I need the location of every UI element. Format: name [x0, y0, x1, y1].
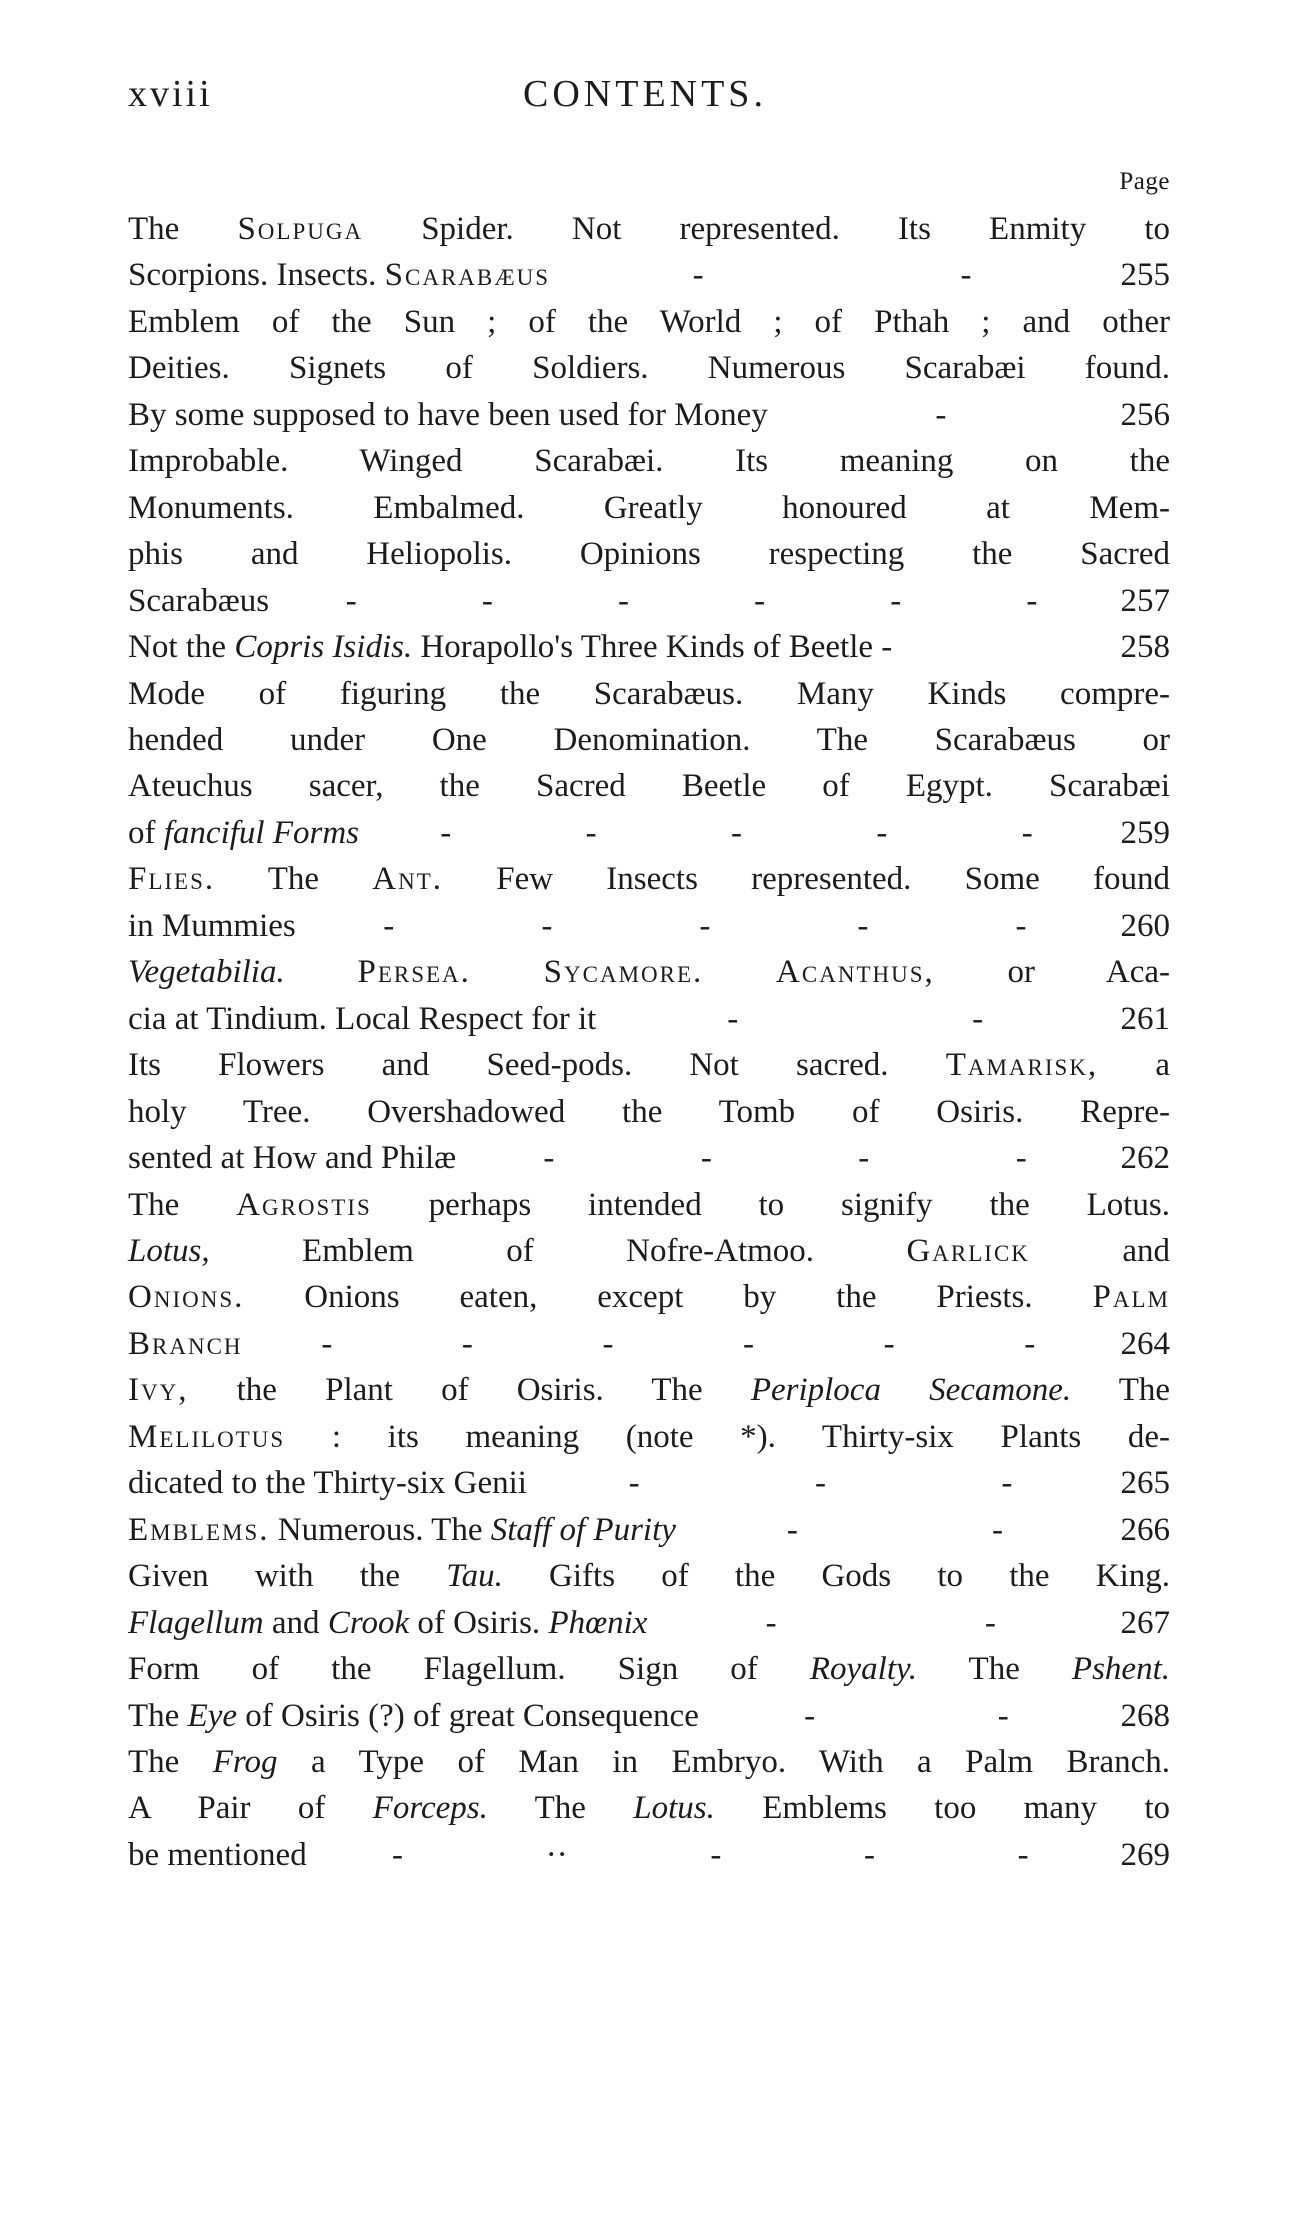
leader-dash: - [392, 1836, 404, 1873]
text: of Osiris. [409, 1604, 549, 1641]
folio-number: xviii [128, 73, 213, 115]
text: A Pair of [128, 1790, 373, 1827]
entry-agrostis [128, 1182, 1170, 1368]
leader-dash: - [857, 907, 869, 944]
text: cia at Tindium. Local Respect for it [128, 1000, 597, 1037]
leader-dash: - [700, 1140, 712, 1177]
page-number: 266 [1120, 1511, 1170, 1548]
text: The [128, 211, 180, 247]
text-smallcaps: Ivy, [128, 1372, 189, 1409]
text: of Osiris (?) of great Consequence [237, 1697, 699, 1734]
text: perhaps intended to signify the Lotus. [371, 1186, 1171, 1223]
text: Form of the Flagellum. Sign of [128, 1651, 810, 1688]
page-number: 267 [1120, 1604, 1170, 1641]
line [128, 903, 1170, 949]
text: The [128, 1186, 237, 1223]
leader-dash: ·· [545, 1836, 568, 1873]
leader-dash: - [730, 814, 742, 851]
leader-dash: - [541, 907, 553, 944]
leader-dash: - [991, 1511, 1003, 1548]
leader-dash: - [743, 1325, 755, 1362]
text-smallcaps: Onions. [128, 1279, 245, 1316]
dot-leader [596, 996, 1110, 1042]
text: Onions eaten, except by the Priests. [244, 1279, 1093, 1316]
text-italic: Copris Isidis. [234, 629, 413, 666]
text: : its meaning (note *). Thirty-six Plants de- [285, 1418, 1170, 1455]
entry-flowers [128, 1042, 1170, 1181]
leader-dash: - [383, 907, 395, 944]
contents-list [128, 206, 1170, 1878]
line [128, 392, 1170, 438]
text-smallcaps: Emblems. [128, 1511, 270, 1548]
text: Scarabæus [128, 582, 270, 619]
text: Given with the [128, 1558, 447, 1595]
leader-dash: - [692, 257, 704, 294]
line: Improbable. Winged Scarabæi. Its meaning on the [128, 443, 1170, 480]
text-smallcaps: Branch [128, 1325, 243, 1362]
page-number: 269 [1120, 1836, 1170, 1873]
line [128, 1507, 1170, 1553]
line [128, 1832, 1170, 1878]
page-number: 262 [1120, 1140, 1170, 1177]
page-number: 261 [1120, 1000, 1170, 1037]
line: Monuments. Embalmed. Greatly honoured at Mem- [128, 489, 1170, 526]
text-italic: Periploca Secamone. [750, 1372, 1072, 1409]
leader-dash: - [863, 1836, 875, 1873]
leader-dash: - [727, 1000, 739, 1037]
leader-dash: - [1017, 1836, 1029, 1873]
line [128, 1228, 1170, 1274]
leader-dash: - [321, 1325, 333, 1362]
text: a [1098, 1047, 1170, 1084]
text-smallcaps: Scarabæus [384, 257, 551, 294]
text: and [1029, 1232, 1170, 1269]
dot-leader [456, 1135, 1110, 1181]
leader-dash: - [804, 1697, 816, 1734]
text-group [128, 810, 359, 856]
text: Not the [128, 629, 235, 666]
text: a Type of Man in Embryo. With a Palm Branch. [277, 1743, 1170, 1780]
text: The [1071, 1372, 1170, 1409]
leader-dash: - [1015, 1140, 1027, 1177]
entry-vegetabilia [128, 949, 1170, 1042]
leader-dash: - [440, 814, 452, 851]
line [128, 1785, 1170, 1831]
entry-frog [128, 1739, 1170, 1878]
leader-dash: - [1015, 907, 1027, 944]
text: The [128, 1697, 188, 1734]
leader-dash: - [997, 1697, 1009, 1734]
line [128, 856, 1170, 902]
line [128, 996, 1170, 1042]
text: The [128, 1743, 213, 1780]
dot-leader [699, 1693, 1110, 1739]
text: the Plant of Osiris. The [188, 1372, 751, 1409]
entry-flagellum [128, 1646, 1170, 1739]
leader-dash: - [876, 814, 888, 851]
text: Gifts of the Gods to the King. [502, 1558, 1170, 1595]
text: By some supposed to have been used for Money [128, 396, 768, 433]
leader-dash: - [585, 814, 597, 851]
text-smallcaps: Sycamore. [543, 954, 704, 991]
leader-dash: - [710, 1836, 722, 1873]
text: Emblems too many to [714, 1790, 1170, 1827]
leader-dash: - [814, 1465, 826, 1502]
line [128, 949, 1171, 995]
leader-dash: - [984, 1604, 996, 1641]
text: Horapollo's Three Kinds of Beetle - [412, 629, 893, 666]
line [128, 1135, 1170, 1181]
text-group [128, 1600, 648, 1646]
text-italic: Frog [212, 1743, 278, 1780]
entry-flies [128, 856, 1170, 949]
text: Numerous. The [269, 1511, 491, 1548]
line: phis and Heliopolis. Opinions respecting the Sacred [128, 536, 1170, 573]
text: Emblem of Nofre-Atmoo. [209, 1232, 907, 1269]
leader-dash: - [345, 582, 357, 619]
text: of [128, 814, 164, 851]
entry-copris [128, 624, 1170, 670]
line [128, 624, 1170, 670]
page-column-label: Page [1119, 168, 1170, 195]
dot-leader [768, 392, 1110, 438]
dot-leader [676, 1507, 1110, 1553]
page-number: 257 [1120, 582, 1170, 619]
text: and [263, 1604, 328, 1641]
text-italic: Lotus, [128, 1232, 210, 1269]
line [128, 578, 1170, 624]
text-italic: Royalty. [809, 1651, 918, 1688]
text: in Mummies [128, 907, 296, 944]
leader-dash: - [890, 582, 902, 619]
leader-dash: - [972, 1000, 984, 1037]
leader-dash: - [543, 1140, 555, 1177]
entry-emblem-sun [128, 299, 1170, 438]
dot-leader [527, 1460, 1110, 1506]
leader-dash: - [1021, 814, 1033, 851]
line: hended under One Denomination. The Scarabæus or [128, 721, 1170, 758]
running-header [128, 72, 1178, 120]
line [128, 1321, 1170, 1367]
entry-emblems [128, 1507, 1170, 1553]
dot-leader [296, 903, 1110, 949]
line [128, 252, 1170, 298]
text-italic: Tau. [446, 1558, 503, 1595]
text-italic: Crook [327, 1604, 410, 1641]
line: Emblem of the Sun ; of the World ; of Pthah ; and other [128, 303, 1170, 340]
page-number: 268 [1120, 1697, 1170, 1734]
line [128, 1367, 1170, 1413]
leader-dash: - [858, 1140, 870, 1177]
line: holy Tree. Overshadowed the Tomb of Osiris. Repre- [128, 1093, 1170, 1130]
leader-dash: - [1024, 1325, 1036, 1362]
line [128, 206, 1171, 252]
text-group [128, 252, 551, 298]
text-smallcaps: Persea. [357, 954, 471, 991]
leader-dash: - [1026, 582, 1038, 619]
text-smallcaps: Flies. [128, 861, 216, 898]
line [128, 1553, 1170, 1599]
dot-leader [550, 252, 1110, 298]
text: Scorpions. Insects. [128, 257, 377, 294]
line [128, 1414, 1170, 1460]
leader-dash: - [935, 396, 947, 433]
line: Mode of figuring the Scarabæus. Many Kinds compre- [128, 675, 1170, 712]
dot-leader [269, 578, 1110, 624]
text: sented at How and Philæ [128, 1140, 457, 1177]
text: Spider. Not represented. Its Enmity to [363, 211, 1171, 247]
text-italic: Eye [187, 1697, 238, 1734]
leader-dash: - [617, 582, 629, 619]
page-number: 258 [1120, 629, 1170, 666]
leader-dash: - [786, 1511, 798, 1548]
leader-dash: - [461, 1325, 473, 1362]
text-smallcaps: Tamarisk, [945, 1047, 1099, 1084]
text: dicated to the Thirty-six Genii [128, 1465, 527, 1502]
dot-leader [307, 1832, 1110, 1878]
text: The [917, 1651, 1072, 1688]
leader-dash: - [960, 257, 972, 294]
line [128, 1693, 1170, 1739]
entry-improbable [128, 438, 1170, 624]
text-italic: Forceps. [372, 1790, 488, 1827]
entry-ivy [128, 1367, 1170, 1506]
line [128, 1600, 1170, 1646]
page-number: 260 [1120, 907, 1170, 944]
leader-dash: - [699, 907, 711, 944]
text-group [128, 1693, 699, 1739]
text-group [128, 624, 893, 670]
text: The [487, 1790, 634, 1827]
text-italic: Flagellum [128, 1604, 264, 1641]
text: Few Insects represented. Some found [443, 861, 1170, 898]
page-number: 259 [1120, 814, 1170, 851]
leader-dash: - [765, 1604, 777, 1641]
text-italic: Lotus. [633, 1790, 715, 1827]
text-italic: Vegetabilia. [128, 954, 285, 991]
text-italic: Pshent. [1071, 1651, 1170, 1688]
leader-dash: - [481, 582, 493, 619]
text: Its Flowers and Seed-pods. Not sacred. [128, 1047, 946, 1084]
leader-dash: - [628, 1465, 640, 1502]
entry-solpuga [128, 206, 1170, 299]
entry-mode-figuring [128, 671, 1170, 857]
dot-leader [243, 1321, 1110, 1367]
dot-leader [359, 810, 1110, 856]
page-number: 265 [1120, 1465, 1170, 1502]
text-smallcaps: Acanthus, [776, 954, 935, 991]
leader-dash: - [754, 582, 766, 619]
leader-dash: - [883, 1325, 895, 1362]
text-smallcaps: Melilotus [128, 1418, 286, 1455]
entry-tau [128, 1553, 1170, 1646]
page-number: 264 [1120, 1325, 1170, 1362]
text-italic: Phœnix [548, 1604, 648, 1641]
page-number: 256 [1120, 396, 1170, 433]
line [128, 810, 1170, 856]
dot-leader [647, 1600, 1110, 1646]
text: be mentioned [128, 1836, 307, 1873]
page-title: CONTENTS. [523, 73, 767, 115]
text-smallcaps: Solpuga [237, 211, 364, 247]
line [128, 1182, 1171, 1228]
text-italic: Staff of Purity [490, 1511, 676, 1548]
leader-dash: - [1001, 1465, 1013, 1502]
text-smallcaps: Palm [1092, 1279, 1170, 1316]
text-smallcaps: Garlick [906, 1232, 1030, 1269]
text-smallcaps: Ant. [372, 861, 444, 898]
line [128, 1042, 1170, 1088]
line [128, 1274, 1170, 1320]
line [128, 1646, 1170, 1692]
text: The [215, 861, 373, 898]
line: Ateuchus sacer, the Sacred Beetle of Egypt. Scarabæi [128, 768, 1170, 805]
line [128, 1460, 1170, 1506]
text-italic: fanciful Forms [163, 814, 359, 851]
text: or Aca- [934, 954, 1171, 991]
leader-dash: - [602, 1325, 614, 1362]
line: Deities. Signets of Soldiers. Numerous Scarabæi found. [128, 350, 1170, 387]
line [128, 1739, 1170, 1785]
text-group [128, 1507, 676, 1553]
page-number: 255 [1120, 257, 1170, 294]
text-smallcaps: Agrostis [236, 1186, 372, 1223]
